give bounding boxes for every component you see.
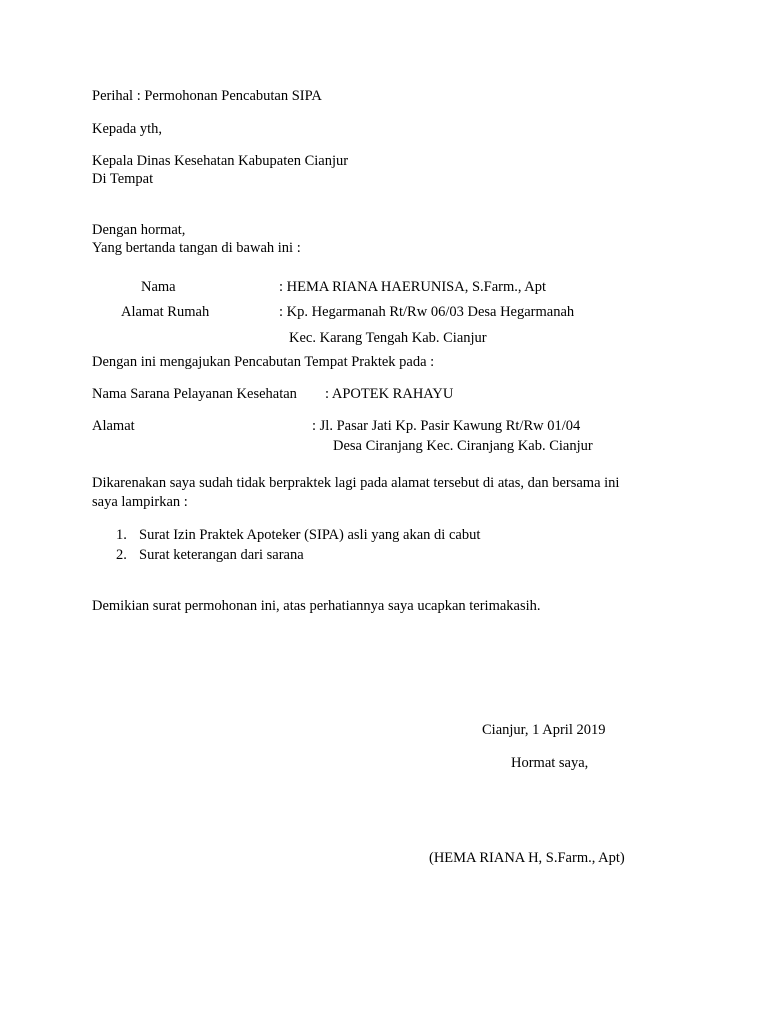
list-item: Surat Izin Praktek Apoteker (SIPA) asli yang akan di cabut xyxy=(139,527,481,543)
subject-line: Perihal : Permohonan Pencabutan SIPA xyxy=(92,88,322,104)
reason-line-2: saya lampirkan : xyxy=(92,494,188,510)
regards: Hormat saya, xyxy=(511,755,589,771)
facility-address-label: Alamat xyxy=(92,418,135,434)
list-item-number: 1. xyxy=(116,527,127,543)
applicant-address-line-1: : Kp. Hegarmanah Rt/Rw 06/03 Desa Hegarmanah xyxy=(279,304,575,320)
place-date: Cianjur, 1 April 2019 xyxy=(482,722,606,738)
recipient-line-2: Di Tempat xyxy=(92,171,154,187)
applicant-address-line-2: Kec. Karang Tengah Kab. Cianjur xyxy=(289,330,487,346)
list-item: Surat keterangan dari sarana xyxy=(139,547,304,563)
facility-name-value: : APOTEK RAHAYU xyxy=(325,386,454,402)
signatory-name: (HEMA RIANA H, S.Farm., Apt) xyxy=(429,850,625,866)
intro-line: Yang bertanda tangan di bawah ini : xyxy=(92,240,301,256)
salutation: Dengan hormat, xyxy=(92,222,186,238)
facility-address-line-1: : Jl. Pasar Jati Kp. Pasir Kawung Rt/Rw 01/04 xyxy=(312,418,581,434)
list-item-number: 2. xyxy=(116,547,127,563)
applicant-name-value: : HEMA RIANA HAERUNISA, S.Farm., Apt xyxy=(279,279,547,295)
reason-line-1: Dikarenakan saya sudah tidak berpraktek lagi pada alamat tersebut di atas, dan bersama ini xyxy=(92,475,620,491)
request-line: Dengan ini mengajukan Pencabutan Tempat Praktek pada : xyxy=(92,354,435,370)
closing-line: Demikian surat permohonan ini, atas perhatiannya saya ucapkan terimakasih. xyxy=(92,598,541,614)
recipient-line-1: Kepala Dinas Kesehatan Kabupaten Cianjur xyxy=(92,153,349,169)
facility-address-line-2: Desa Ciranjang Kec. Ciranjang Kab. Cianjur xyxy=(333,438,593,454)
to-greeting: Kepada yth, xyxy=(92,121,163,137)
applicant-name-label: Nama xyxy=(141,279,176,295)
applicant-address-label: Alamat Rumah xyxy=(121,304,210,320)
facility-name-label: Nama Sarana Pelayanan Kesehatan xyxy=(92,386,297,402)
